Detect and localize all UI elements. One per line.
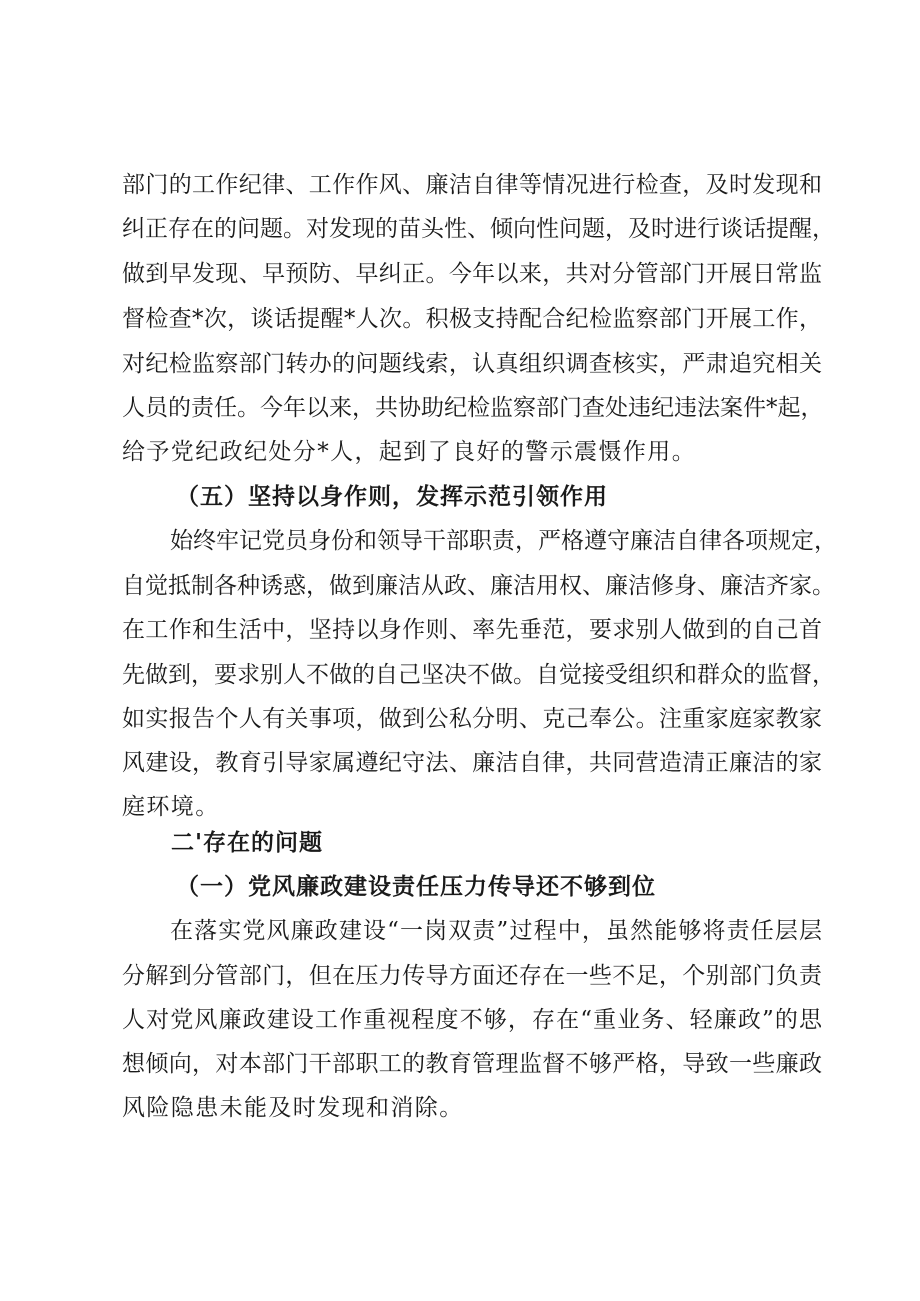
paragraph-line: 在落实党风廉政建设“一岗双责”过程中，虽然能够将责任层层: [170, 918, 822, 944]
paragraph-line: 在工作和生活中，坚持以身作则、率先垂范，要求别人做到的自己首: [122, 617, 822, 643]
paragraph-line: 人员的责任。今年以来，共协助纪检监察部门查处违纪违法案件*起，: [122, 395, 824, 421]
paragraph-line: 人对党风廉政建设工作重视程度不够，存在“重业务、轻廉政”的思: [122, 1007, 822, 1033]
paragraph-line: 先做到，要求别人不做的自己坚决不做。自觉接受组织和群众的监督，: [122, 662, 835, 688]
paragraph-line: 自觉抵制各种诱惑，做到廉洁从政、廉洁用权、廉洁修身、廉洁齐家。: [122, 573, 835, 599]
paragraph-line: 风险隐患未能及时发现和消除。: [122, 1095, 464, 1121]
section-heading-5: （五）坚持以身作则，发挥示范引领作用: [176, 484, 608, 510]
paragraph-line: 部门的工作纪律、工作作风、廉洁自律等情况进行检查，及时发现和: [122, 172, 822, 198]
section-title: 二'存在的问题: [171, 830, 324, 856]
paragraph-line: 风建设，教育引导家属遵纪守法、廉洁自律，共同营造清正廉洁的家: [122, 750, 822, 776]
paragraph-line: 庭环境。: [122, 794, 220, 820]
paragraph-line: 如实报告个人有关事项，做到公私分明、克己奉公。注重家庭家教家: [122, 706, 822, 732]
paragraph-line: 督检查*次，谈话提醒*人次。积极支持配合纪检监察部门开展工作，: [122, 306, 822, 332]
paragraph-line: 做到早发现、早预防、早纠正。今年以来，共对分管部门开展日常监: [122, 261, 822, 287]
section-heading-1: （一）党风廉政建设责任压力传导还不够到位: [176, 874, 656, 900]
paragraph-line: 给予党纪政纪处分*人，起到了良好的警示震慑作用。: [122, 439, 697, 465]
paragraph-line: 始终牢记党员身份和领导干部职责，严格遵守廉洁自律各项规定，: [170, 528, 837, 554]
paragraph-line: 分解到分管部门，但在压力传导方面还存在一些不足，个别部门负责: [122, 963, 822, 989]
paragraph-line: 对纪检监察部门转办的问题线索，认真组织调查核实，严肃追究相关: [122, 351, 822, 377]
paragraph-line: 纠正存在的问题。对发现的苗头性、倾向性问题，及时进行谈话提醒，: [122, 216, 835, 242]
paragraph-line: 想倾向，对本部门干部职工的教育管理监督不够严格，导致一些廉政: [122, 1051, 822, 1077]
